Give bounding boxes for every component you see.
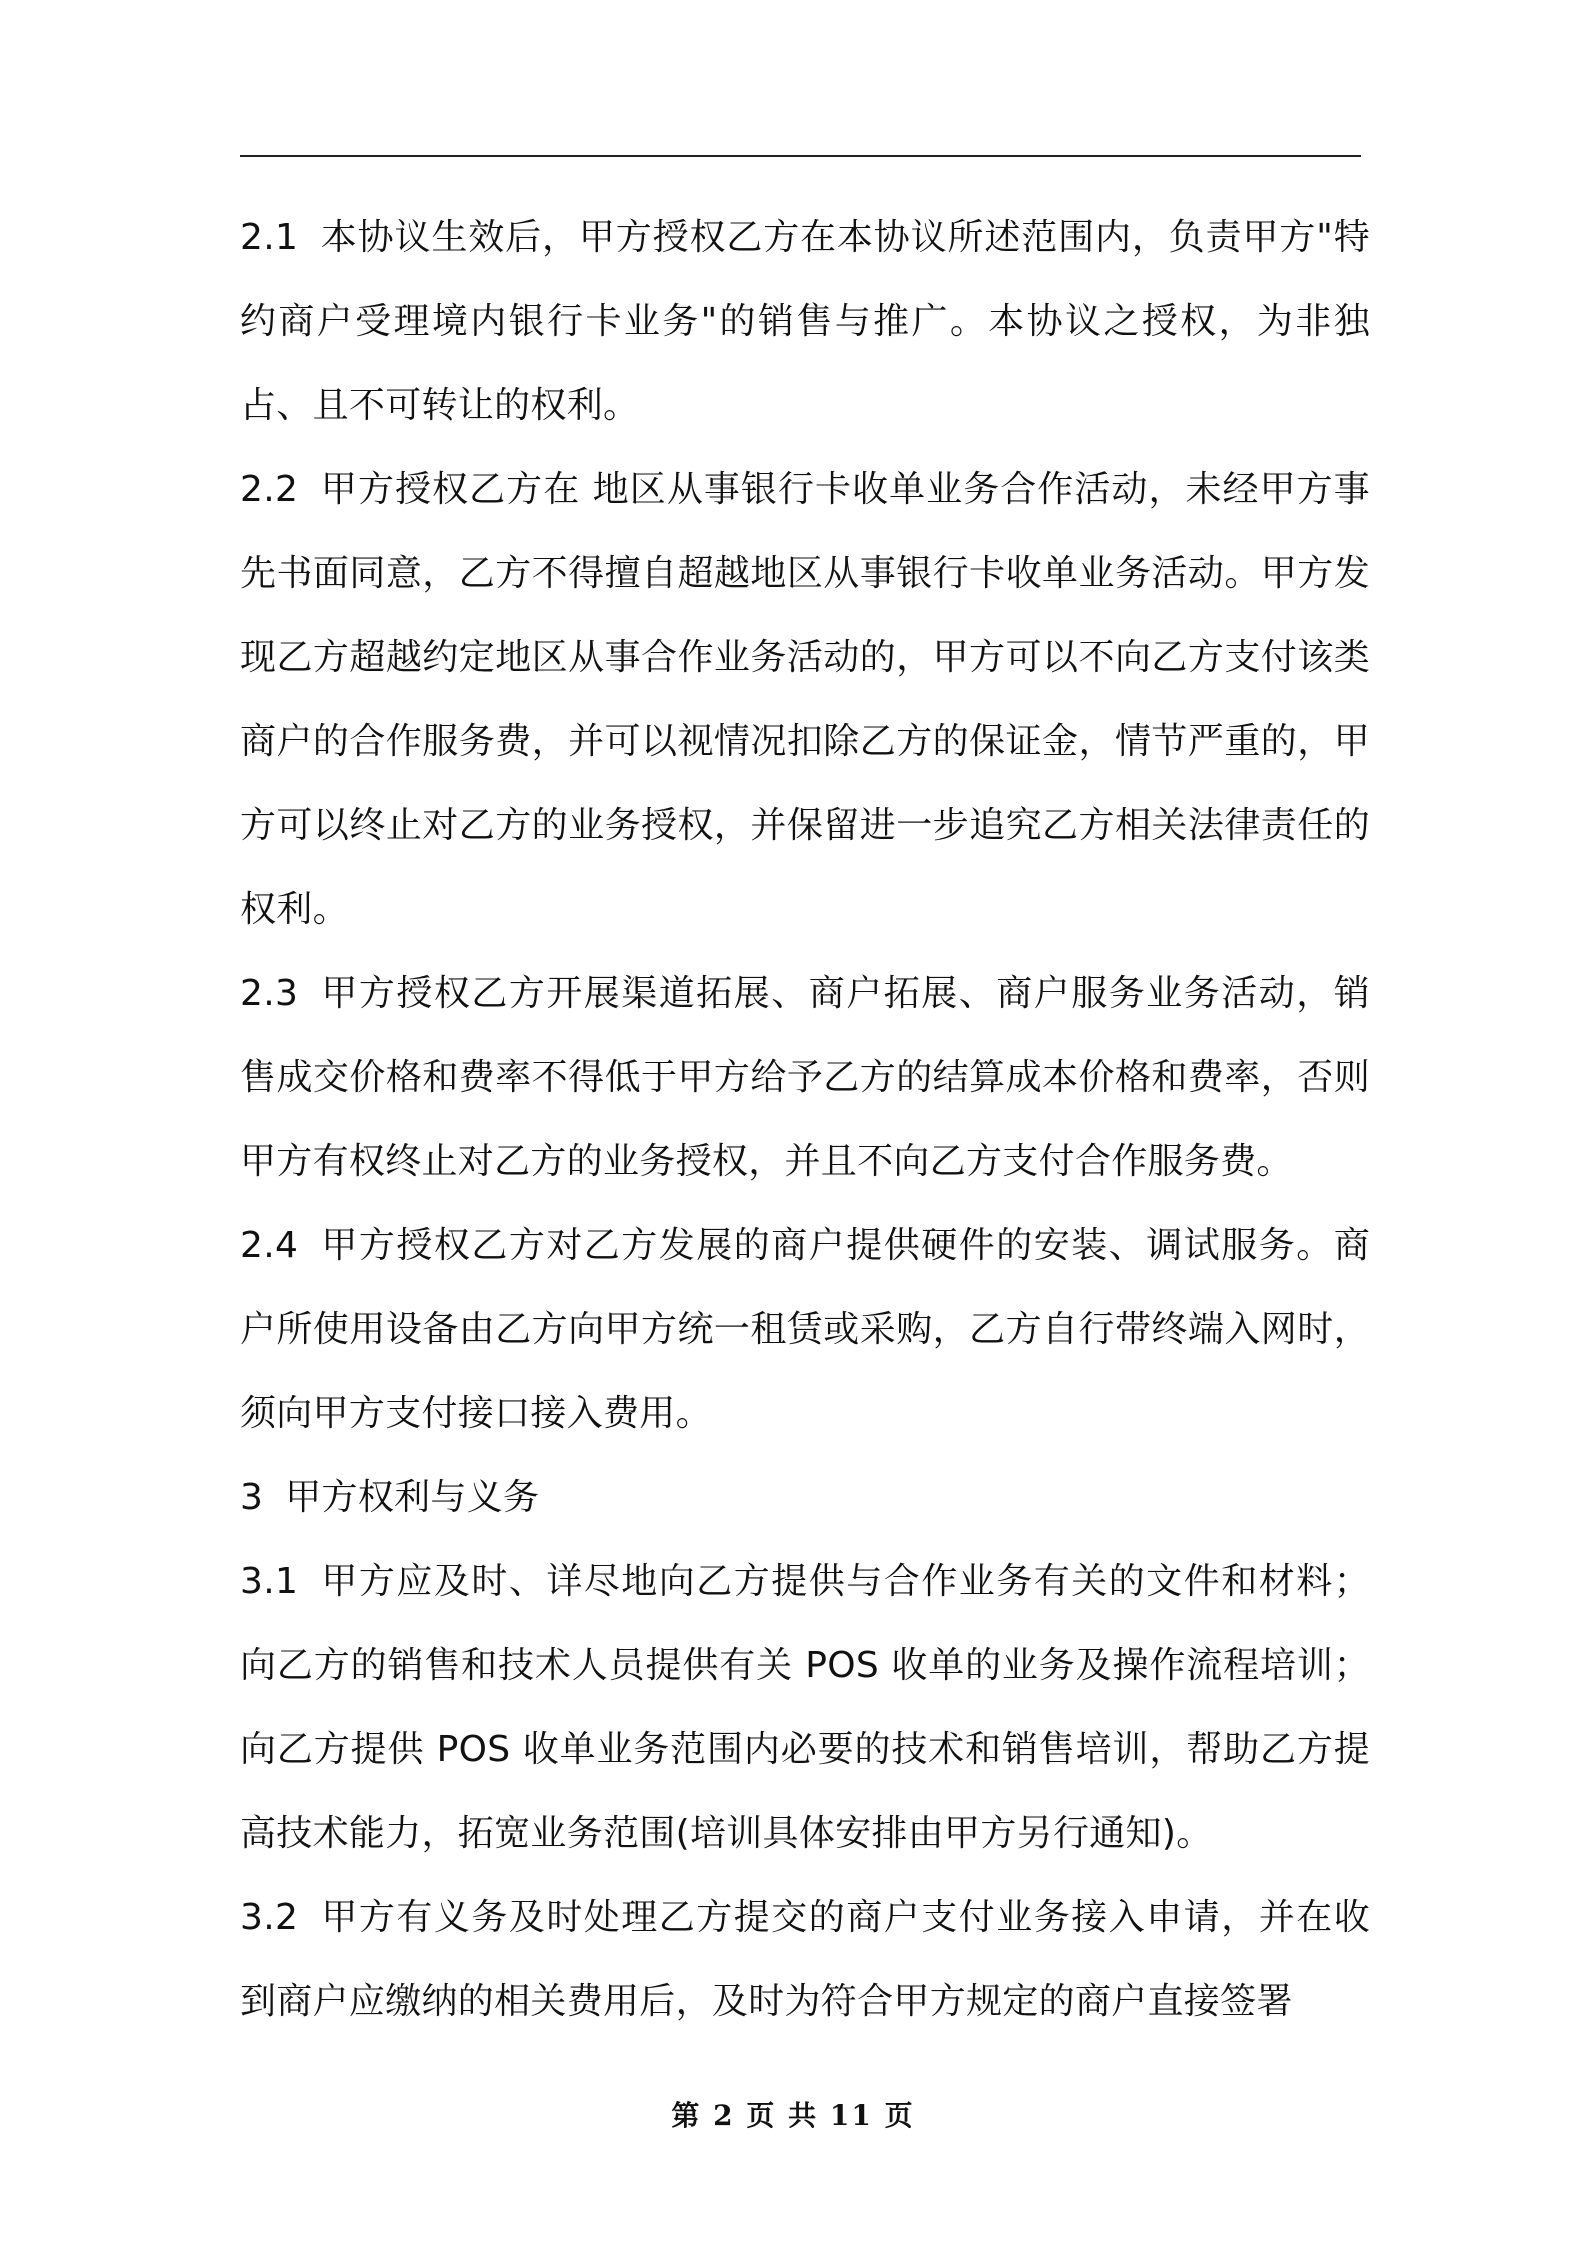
clause-text: 甲方授权乙方开展渠道拓展、商户拓展、商户服务业务活动，销售成交价格和费率不得低于甲方给予乙方的结算成本价格和费率，否则甲方有权终止对乙方的业务授权，并且不向乙方支付合作服务费。	[240, 973, 1370, 1182]
clause-number: 2.1	[240, 217, 299, 258]
clause-text: 本协议生效后，甲方授权乙方在本协议所述范围内，负责甲方"特约商户受理境内银行卡业务"的销售与推广。本协议之授权，为非独占、且不可转让的权利。	[240, 217, 1370, 426]
clause-number: 2.3	[240, 973, 299, 1014]
clause-text: 甲方应及时、详尽地向乙方提供与合作业务有关的文件和材料；向乙方的销售和技术人员提供有关 POS 收单的业务及操作流程培训；向乙方提供 POS 收单业务范围内必要的技术和销售培训，帮助乙方提高技术能力，拓宽业务范围(培训具体安排由甲方另行通知)。	[240, 1561, 1370, 1854]
section-number: 3	[240, 1477, 264, 1518]
clause-number: 3.2	[240, 1897, 299, 1938]
clause-text: 甲方授权乙方在 地区从事银行卡收单业务合作活动，未经甲方事先书面同意，乙方不得擅自超越地区从事银行卡收单业务活动。甲方发现乙方超越约定地区从事合作业务活动的，甲方可以不向乙方支付该类商户的合作服务费，并可以视情况扣除乙方的保证金，情节严重的，甲方可以终止对乙方的业务授权，并保留进一步追究乙方相关法律责任的权利。	[240, 469, 1370, 930]
paragraph-3-2	[240, 1876, 1370, 2044]
paragraph-2-4	[240, 1204, 1370, 1456]
clause-text: 甲方授权乙方对乙方发展的商户提供硬件的安装、调试服务。商户所使用设备由乙方向甲方统一租赁或采购，乙方自行带终端入网时，须向甲方支付接口接入费用。	[240, 1225, 1370, 1434]
clause-number: 3.1	[240, 1561, 299, 1602]
section-heading-3	[240, 1456, 1370, 1540]
paragraph-2-1	[240, 196, 1370, 448]
paragraph-2-3	[240, 952, 1370, 1204]
paragraph-2-2	[240, 448, 1370, 952]
clause-number: 2.2	[240, 469, 299, 510]
clause-text: 甲方有义务及时处理乙方提交的商户支付业务接入申请，并在收到商户应缴纳的相关费用后，及时为符合甲方规定的商户直接签署	[240, 1897, 1370, 2022]
page-number: 第 2 页 共 11 页	[671, 2099, 915, 2132]
document-body	[240, 196, 1370, 2044]
paragraph-3-1	[240, 1540, 1370, 1876]
header-rule	[240, 155, 1361, 157]
section-title: 甲方权利与义务	[285, 1477, 540, 1518]
clause-number: 2.4	[240, 1225, 299, 1266]
